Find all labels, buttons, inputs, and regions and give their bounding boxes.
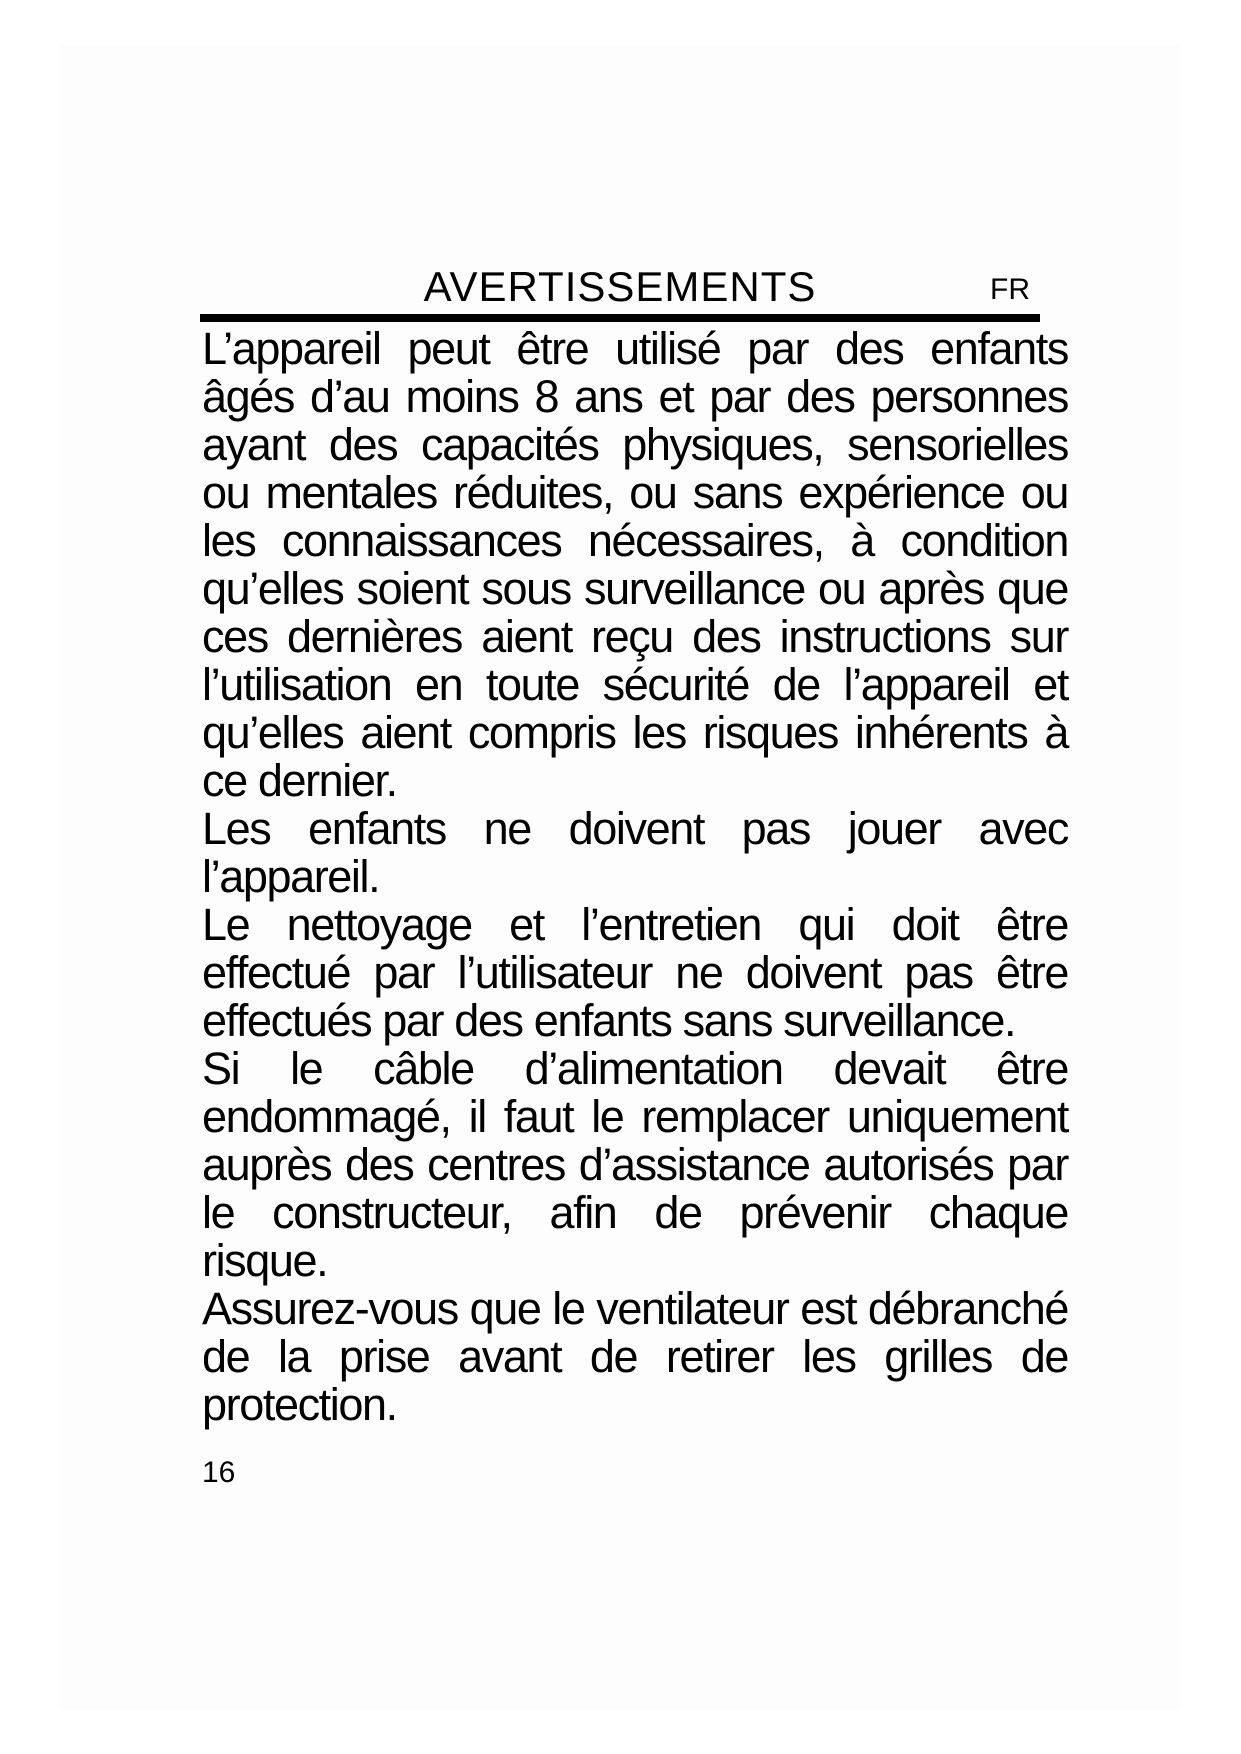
warning-paragraph-unplug: Assurez-vous que le ventilateur est débranché de la prise avant de retirer les grilles de protection.: [202, 1283, 1068, 1430]
page-header: [200, 262, 1040, 312]
warnings-body: [202, 325, 1068, 1429]
section-title: AVERTISSEMENTS: [423, 263, 817, 310]
language-code: FR: [990, 273, 1030, 306]
warning-paragraph-power-cable: Si le câble d’alimentation devait être endommagé, il faut le remplacer uniquement auprès des centres d’assistance autorisés par le constructeur, afin de prévenir chaque risque.: [202, 1043, 1068, 1286]
header-rule: [200, 314, 1040, 322]
page-number: 16: [202, 1456, 236, 1489]
warning-paragraph-supervision: L’appareil peut être utilisé par des enfants âgés d’au moins 8 ans et par des personnes ayant des capacités physiques, sensorielles ou mentales réduites, ou sans expérience ou les connaissances nécessaires, à condition qu’elles soient sous surveillance ou après que ces dernières aient reçu des instructions sur l’utilisation en toute sécurité de l’appareil et qu’elles aient compris les risques inhérents à ce dernier.: [202, 323, 1068, 806]
warning-paragraph-cleaning: Le nettoyage et l’entretien qui doit être effectué par l’utilisateur ne doivent pas être effectués par des enfants sans surveillance.: [202, 899, 1068, 1046]
warning-paragraph-play: Les enfants ne doivent pas jouer avec l’appareil.: [202, 803, 1068, 902]
